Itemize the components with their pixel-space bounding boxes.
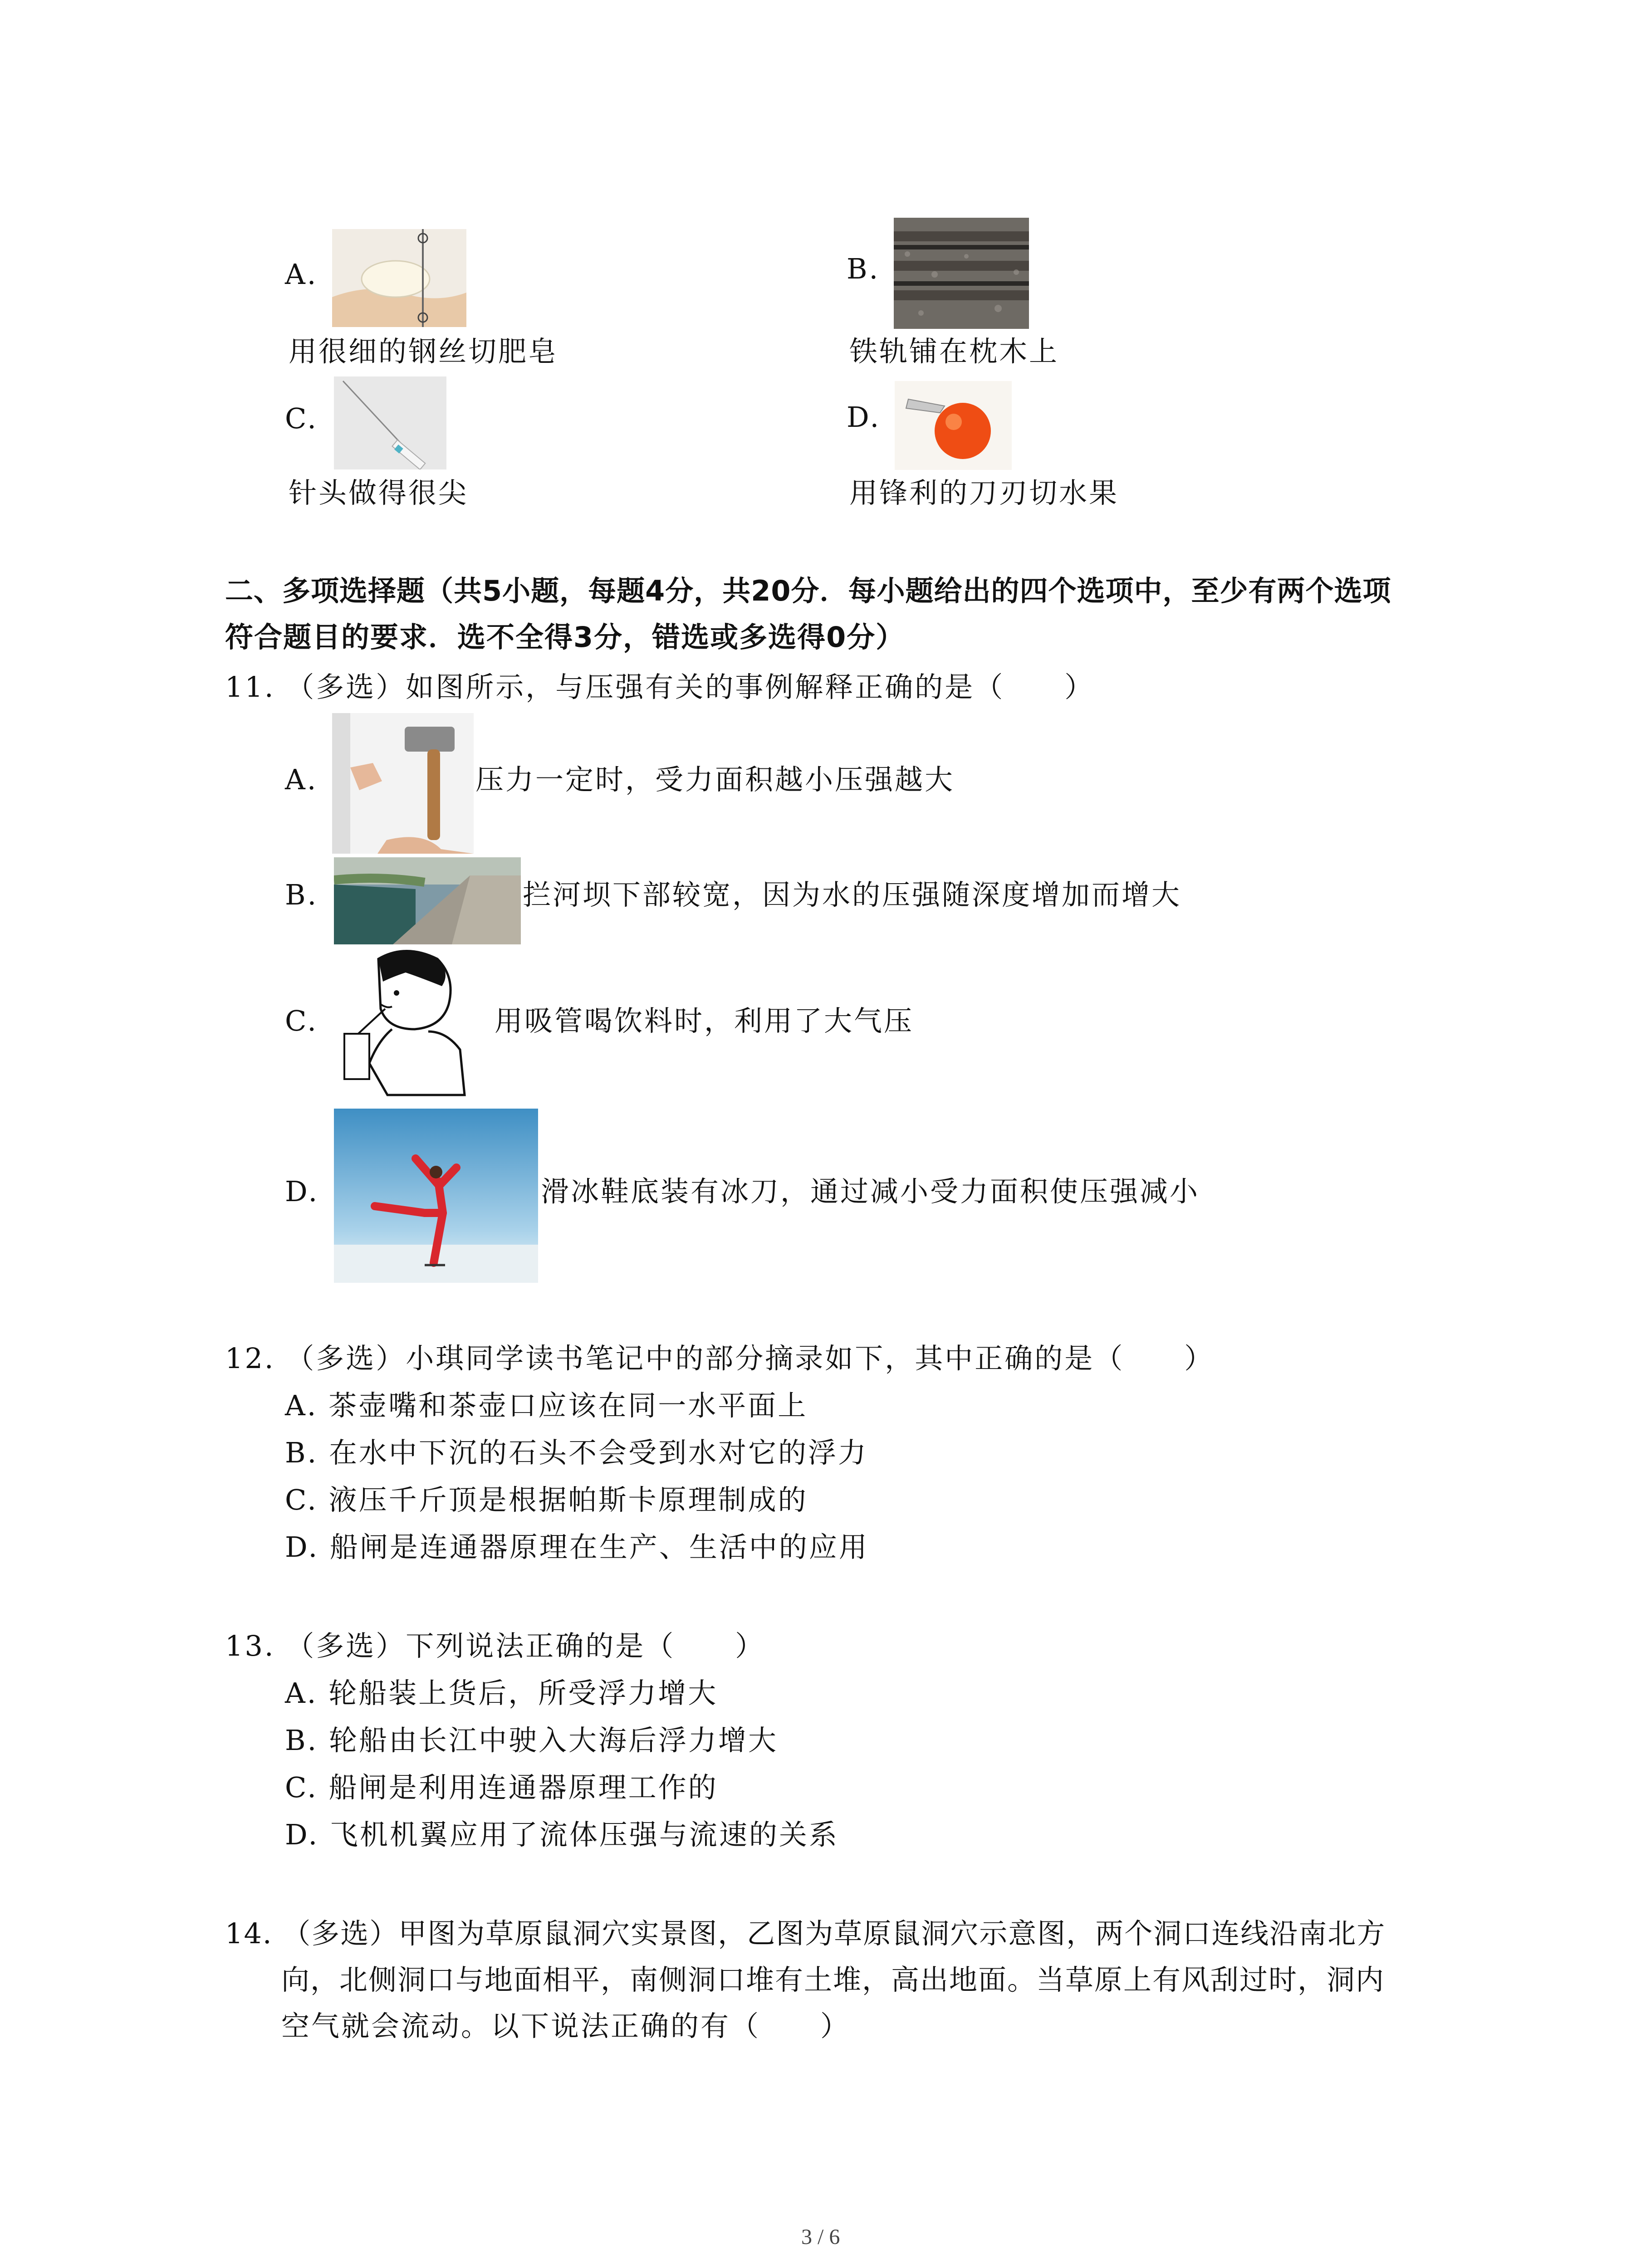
q10-option-b-letter: B. [847,252,880,285]
q11-option-c-text: 用吸管喝饮料时，利用了大气压 [495,1004,914,1037]
section2-heading-line1: 二、多项选择题（共5小题，每题4分，共20分．每小题给出的四个选项中，至少有两个选项 [225,574,1391,607]
q13-option-d: D. 飞机机翼应用了流体压强与流速的关系 [285,1818,839,1851]
page-number: 3 / 6 [801,2225,840,2249]
q10-option-d-letter: D. [847,401,881,434]
q10-option-a-letter: A. [285,258,318,291]
q11-option-d-text: 滑冰鞋底装有冰刀，通过减小受力面积使压强减小 [541,1175,1200,1208]
dam-photo [334,857,521,944]
q14-line2: 向，北侧洞口与地面相平，南侧洞口堆有土堆，高出地面。当草原上有风刮过时，洞内 [281,1963,1385,1996]
syringe-needle-photo [334,376,446,469]
q12-option-d: D. 船闸是连通器原理在生产、生活中的应用 [285,1530,869,1564]
railway-track-photo [894,218,1029,329]
q13-option-b: B. 轮船由长江中驶入大海后浮力增大 [285,1724,778,1757]
q13-option-c: C. 船闸是利用连通器原理工作的 [285,1771,718,1804]
q14-line1: 14. （多选）甲图为草原鼠洞穴实景图，乙图为草原鼠洞穴示意图，两个洞口连线沿南北方 [225,1917,1386,1950]
q10-option-a-caption: 用很细的钢丝切肥皂 [289,335,558,368]
q10-option-c-letter: C. [285,402,318,435]
q14-line3: 空气就会流动。以下说法正确的有（ ） [281,2009,851,2043]
ice-skater-photo [334,1109,538,1283]
knife-fruit-photo [895,381,1012,470]
q10-option-c-caption: 针头做得很尖 [289,476,469,509]
q11-option-a-letter: A. [285,763,318,796]
hammer-nail-photo [332,713,474,854]
q11-option-d-letter: D. [285,1175,319,1208]
q12-option-a: A. 茶壶嘴和茶壶口应该在同一水平面上 [285,1389,808,1422]
q13-option-a: A. 轮船装上货后，所受浮力增大 [285,1677,718,1710]
q13-stem: 13. （多选）下列说法正确的是（ ） [225,1629,765,1662]
q12-option-b: B. 在水中下沉的石头不会受到水对它的浮力 [285,1436,868,1469]
q12-stem: 12. （多选）小琪同学读书笔记中的部分摘录如下，其中正确的是（ ） [225,1342,1215,1375]
q11-stem: 11. （多选）如图所示，与压强有关的事例解释正确的是（ ） [225,670,1095,704]
q11-option-c-letter: C. [285,1004,318,1037]
q12-option-c: C. 液压千斤顶是根据帕斯卡原理制成的 [285,1483,808,1516]
q10-option-b-caption: 铁轨铺在枕木上 [849,335,1059,368]
soap-wire-photo [332,229,466,327]
boy-drinking-straw-drawing [338,945,469,1100]
q11-option-a-text: 压力一定时，受力面积越小压强越大 [475,763,955,796]
q11-option-b-text: 拦河坝下部较宽，因为水的压强随深度增加而增大 [523,878,1182,911]
q10-option-d-caption: 用锋利的刀刃切水果 [849,476,1119,509]
q11-option-b-letter: B. [285,878,318,911]
section2-heading-line2: 符合题目的要求．选不全得3分，错选或多选得0分） [225,621,905,654]
